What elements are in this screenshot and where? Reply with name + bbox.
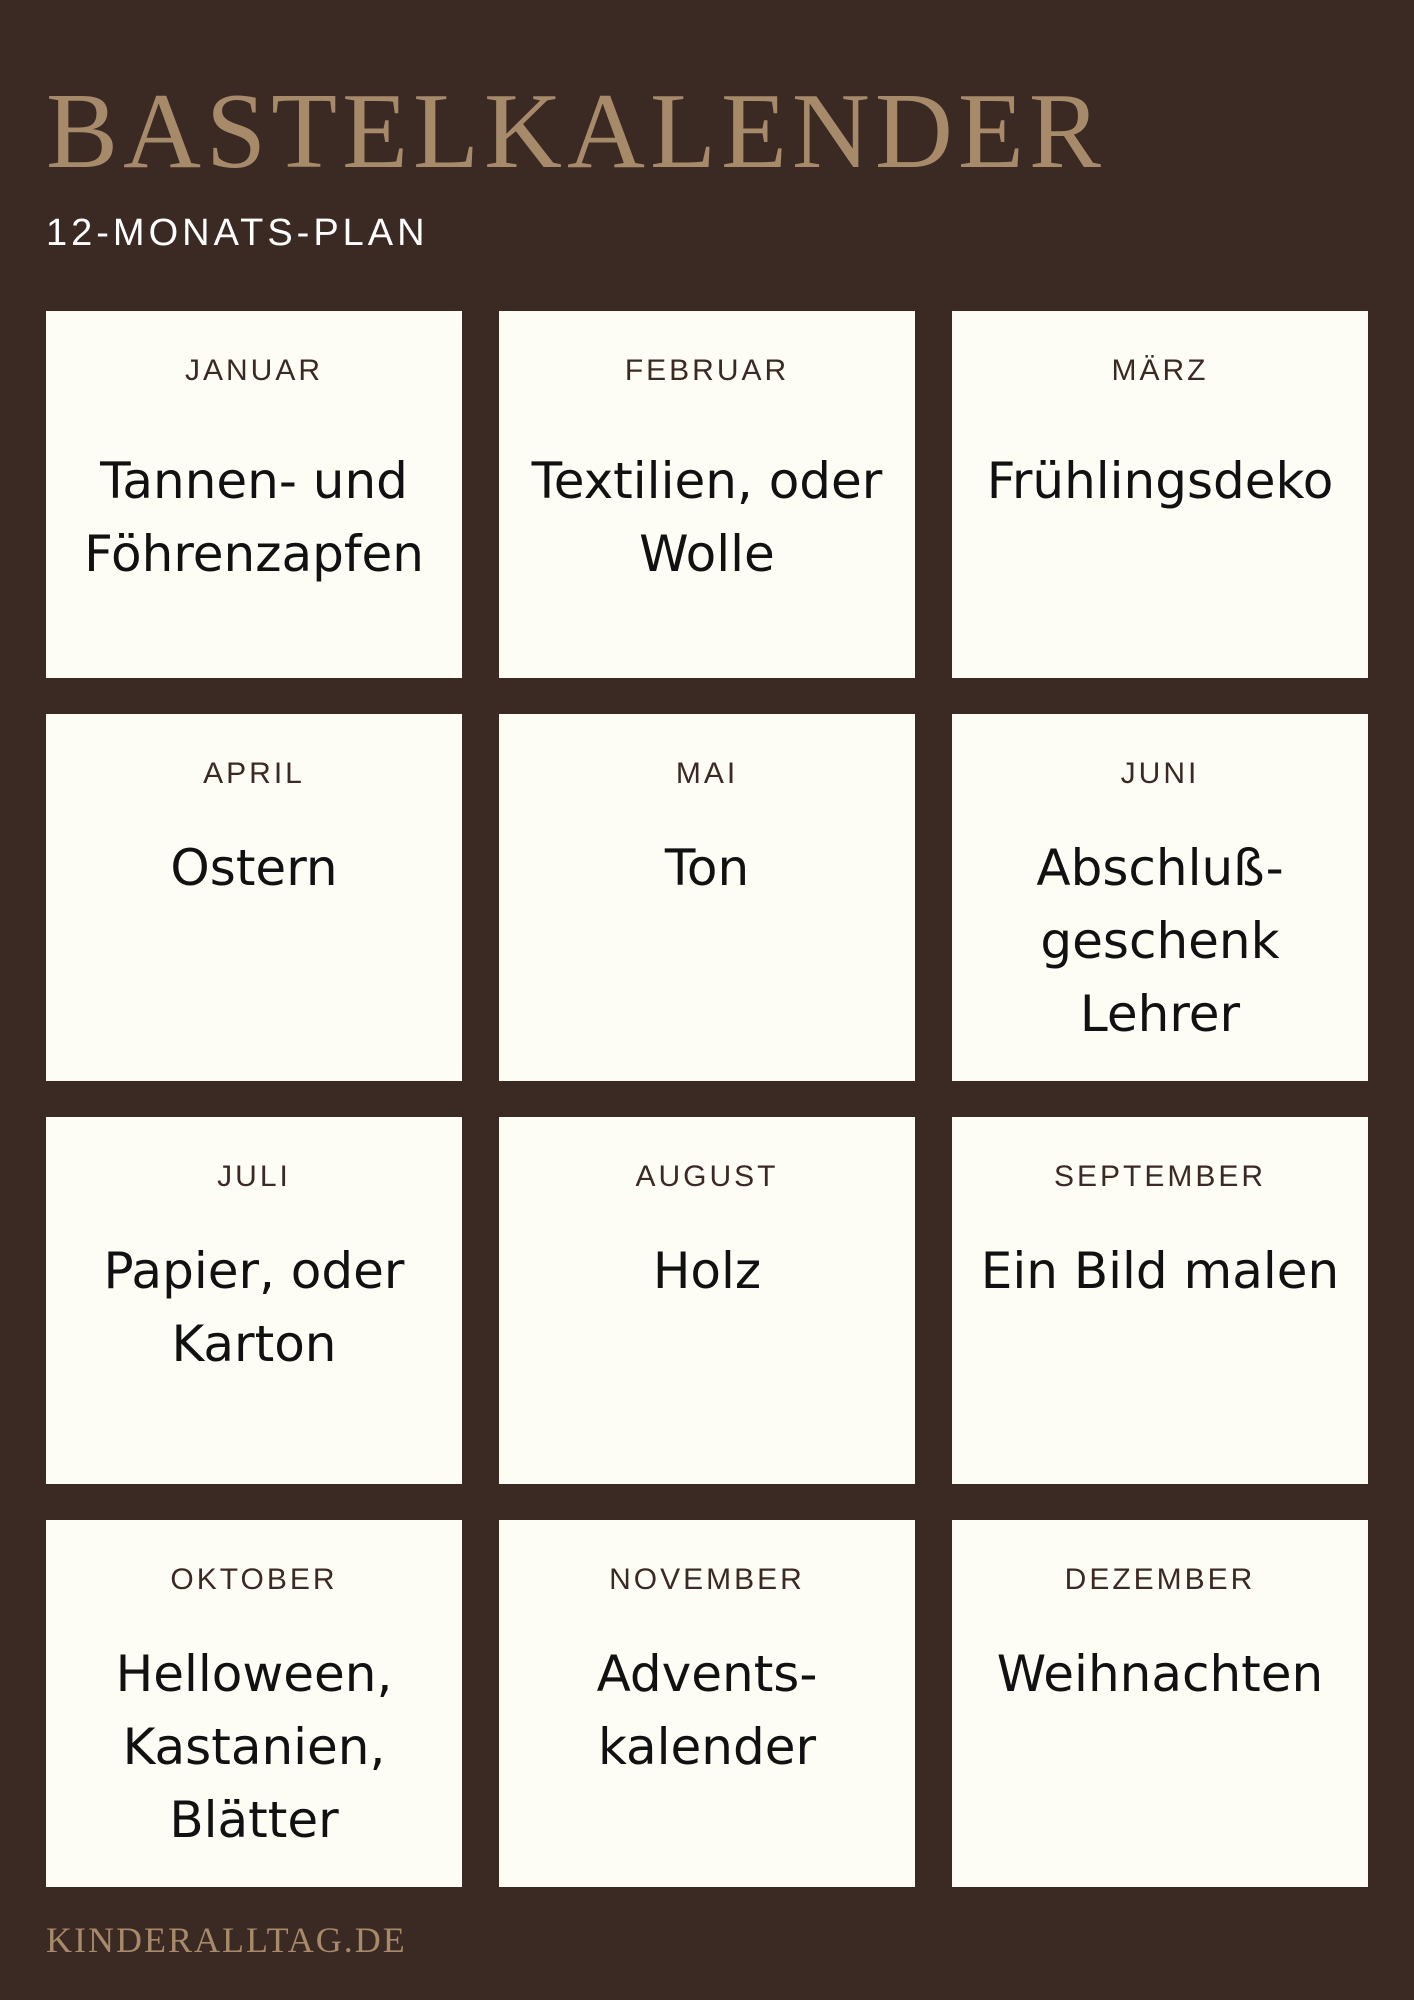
craft-topic: Ein Bild malen	[980, 1242, 1340, 1300]
month-card-november	[499, 1520, 915, 1887]
month-card-juli	[46, 1117, 462, 1484]
craft-topic: Ton	[664, 839, 750, 897]
month-card-august	[499, 1117, 915, 1484]
craft-topic: Holz	[652, 1242, 762, 1300]
month-label: JULI	[217, 1160, 291, 1193]
month-label: DEZEMBER	[1064, 1563, 1256, 1596]
month-card-juni	[952, 714, 1368, 1081]
month-label: OKTOBER	[170, 1563, 338, 1596]
month-card-februar	[499, 311, 915, 678]
craft-topic: Papier, oder Karton	[103, 1242, 405, 1373]
month-label: JUNI	[1120, 757, 1200, 790]
month-card-april	[46, 714, 462, 1081]
month-card-maerz	[952, 311, 1368, 678]
craft-topic: Frühlingsdeko	[986, 452, 1334, 510]
month-label: SEPTEMBER	[1053, 1160, 1267, 1193]
month-card-januar	[46, 311, 462, 678]
page-title: BASTELKALENDER	[46, 72, 1106, 191]
month-card-dezember	[952, 1520, 1368, 1887]
month-card-oktober	[46, 1520, 462, 1887]
month-label: MAI	[675, 757, 739, 790]
craft-topic: Textilien, oder Wolle	[531, 452, 883, 583]
craft-topic: Tannen- und Föhrenzapfen	[84, 452, 424, 583]
craft-topic: Abschluß- geschenk Lehrer	[1036, 839, 1284, 1043]
craft-topic: Advents- kalender	[596, 1645, 818, 1776]
month-label: FEBRUAR	[624, 354, 790, 387]
craft-topic: Helloween, Kastanien, Blätter	[115, 1645, 393, 1849]
month-label: APRIL	[203, 757, 305, 790]
month-label: NOVEMBER	[609, 1563, 805, 1596]
craft-topic: Ostern	[170, 839, 338, 897]
month-card-mai	[499, 714, 915, 1081]
month-label: MÄRZ	[1111, 354, 1209, 387]
month-card-september	[952, 1117, 1368, 1484]
page-subtitle: 12-MONATS-PLAN	[46, 212, 429, 254]
month-grid	[46, 311, 1368, 1887]
month-label: AUGUST	[635, 1160, 779, 1193]
website-footer: KINDERALLTAG.DE	[46, 1920, 407, 1960]
month-label: JANUAR	[184, 354, 323, 387]
craft-topic: Weihnachten	[996, 1645, 1324, 1703]
